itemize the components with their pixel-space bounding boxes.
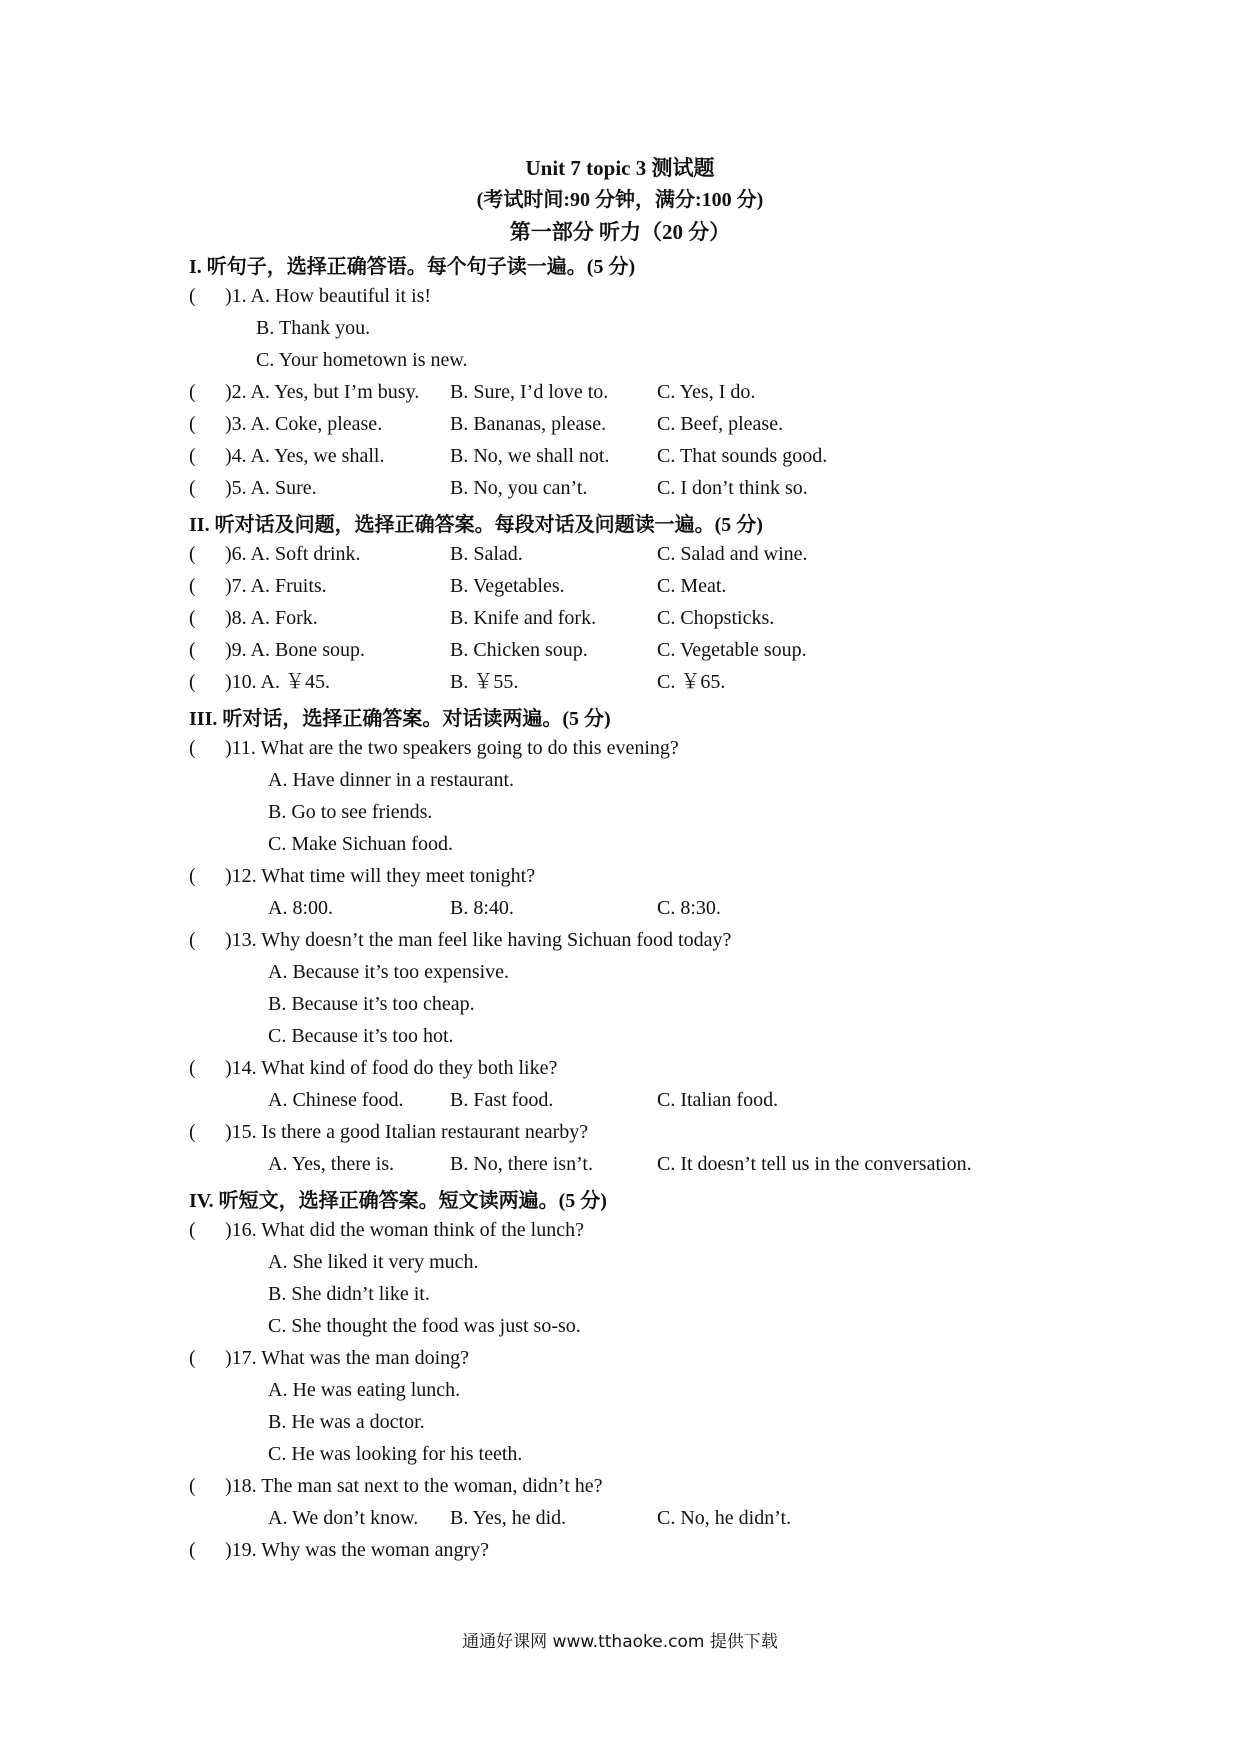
part-heading: 第一部分 听力（20 分） (509, 220, 731, 244)
answer-blank: ( (189, 1121, 196, 1143)
option-b: B. Fast food. (450, 1089, 554, 1111)
option-b: B. Thank you. (256, 317, 371, 339)
question-stem: )9. A. Bone soup. (225, 639, 365, 661)
option-b: B. No, we shall not. (450, 445, 610, 467)
option-b: B. Chicken soup. (450, 639, 588, 661)
section-1-heading: I. 听句子，选择正确答语。每个句子读一遍。(5 分) (189, 256, 636, 278)
question-stem: )16. What did the woman think of the lunch? (225, 1219, 584, 1241)
answer-blank: ( (189, 477, 196, 499)
option-c: C. Vegetable soup. (657, 639, 807, 661)
answer-blank: ( (189, 865, 196, 887)
answer-blank: ( (189, 639, 196, 661)
option-b: B. Go to see friends. (268, 801, 433, 823)
question-stem: )1. A. How beautiful it is! (225, 285, 432, 307)
option-b: B. Yes, he did. (450, 1507, 567, 1529)
answer-blank: ( (189, 1539, 196, 1561)
option-c: C. No, he didn’t. (657, 1507, 792, 1529)
option-c: C. Meat. (657, 575, 727, 597)
option-b: B. Sure, I’d love to. (450, 381, 609, 403)
option-a: A. He was eating lunch. (268, 1379, 461, 1401)
option-c: C. Make Sichuan food. (268, 833, 453, 855)
answer-blank: ( (189, 413, 196, 435)
option-a: A. Have dinner in a restaurant. (268, 769, 515, 791)
option-c: C. He was looking for his teeth. (268, 1443, 523, 1465)
option-b: B. ￥55. (450, 671, 519, 693)
question-stem: )7. A. Fruits. (225, 575, 327, 597)
option-b: B. He was a doctor. (268, 1411, 425, 1433)
option-c: C. Your hometown is new. (256, 349, 468, 371)
question-stem: )15. Is there a good Italian restaurant nearby? (225, 1121, 589, 1143)
option-c: C. ￥65. (657, 671, 726, 693)
answer-blank: ( (189, 381, 196, 403)
option-c: C. Yes, I do. (657, 381, 756, 403)
question-stem: )3. A. Coke, please. (225, 413, 383, 435)
option-c: C. Salad and wine. (657, 543, 808, 565)
option-c: C. She thought the food was just so-so. (268, 1315, 581, 1337)
option-b: B. Bananas, please. (450, 413, 607, 435)
answer-blank: ( (189, 1057, 196, 1079)
answer-blank: ( (189, 607, 196, 629)
option-c: C. That sounds good. (657, 445, 828, 467)
exam-info: (考试时间:90 分钟，满分:100 分) (476, 189, 764, 211)
section-2-heading: II. 听对话及问题，选择正确答案。每段对话及问题读一遍。(5 分) (189, 514, 763, 536)
page-title: Unit 7 topic 3 测试题 (525, 156, 715, 180)
question-stem: )12. What time will they meet tonight? (225, 865, 536, 887)
question-stem: )2. A. Yes, but I’m busy. (225, 381, 420, 403)
question-stem: )14. What kind of food do they both like? (225, 1057, 558, 1079)
option-c: C. 8:30. (657, 897, 721, 919)
option-b: B. No, there isn’t. (450, 1153, 593, 1175)
option-a: A. She liked it very much. (268, 1251, 479, 1273)
answer-blank: ( (189, 445, 196, 467)
answer-blank: ( (189, 575, 196, 597)
question-stem: )13. Why doesn’t the man feel like having Sichuan food today? (225, 929, 732, 951)
answer-blank: ( (189, 543, 196, 565)
option-c: C. Italian food. (657, 1089, 779, 1111)
question-stem: )8. A. Fork. (225, 607, 318, 629)
option-c: C. I don’t think so. (657, 477, 808, 499)
page-footer: 通通好课网 www.tthaoke.com 提供下载 (462, 1632, 778, 1652)
option-a: A. Chinese food. (268, 1089, 404, 1111)
answer-blank: ( (189, 737, 196, 759)
option-a: A. Yes, there is. (268, 1153, 395, 1175)
option-b: B. Vegetables. (450, 575, 565, 597)
question-stem: )4. A. Yes, we shall. (225, 445, 385, 467)
section-4-heading: IV. 听短文，选择正确答案。短文读两遍。(5 分) (189, 1190, 607, 1212)
question-stem: )11. What are the two speakers going to do this evening? (225, 737, 679, 759)
answer-blank: ( (189, 1219, 196, 1241)
option-b: B. Knife and fork. (450, 607, 597, 629)
option-b: B. Because it’s too cheap. (268, 993, 475, 1015)
option-c: C. Chopsticks. (657, 607, 775, 629)
option-b: B. She didn’t like it. (268, 1283, 430, 1305)
question-stem: )17. What was the man doing? (225, 1347, 470, 1369)
question-stem: )19. Why was the woman angry? (225, 1539, 490, 1561)
answer-blank: ( (189, 285, 196, 307)
option-b: B. Salad. (450, 543, 523, 565)
option-a: A. We don’t know. (268, 1507, 419, 1529)
option-b: B. 8:40. (450, 897, 514, 919)
option-a: A. 8:00. (268, 897, 333, 919)
option-c: C. It doesn’t tell us in the conversation. (657, 1153, 972, 1175)
question-stem: )6. A. Soft drink. (225, 543, 361, 565)
answer-blank: ( (189, 671, 196, 693)
option-b: B. No, you can’t. (450, 477, 588, 499)
answer-blank: ( (189, 1475, 196, 1497)
option-c: C. Beef, please. (657, 413, 784, 435)
option-c: C. Because it’s too hot. (268, 1025, 454, 1047)
question-stem: )5. A. Sure. (225, 477, 317, 499)
question-stem: )18. The man sat next to the woman, didn’t he? (225, 1475, 603, 1497)
question-stem: )10. A. ￥45. (225, 671, 330, 693)
answer-blank: ( (189, 1347, 196, 1369)
option-a: A. Because it’s too expensive. (268, 961, 510, 983)
section-3-heading: III. 听对话，选择正确答案。对话读两遍。(5 分) (189, 708, 611, 730)
answer-blank: ( (189, 929, 196, 951)
